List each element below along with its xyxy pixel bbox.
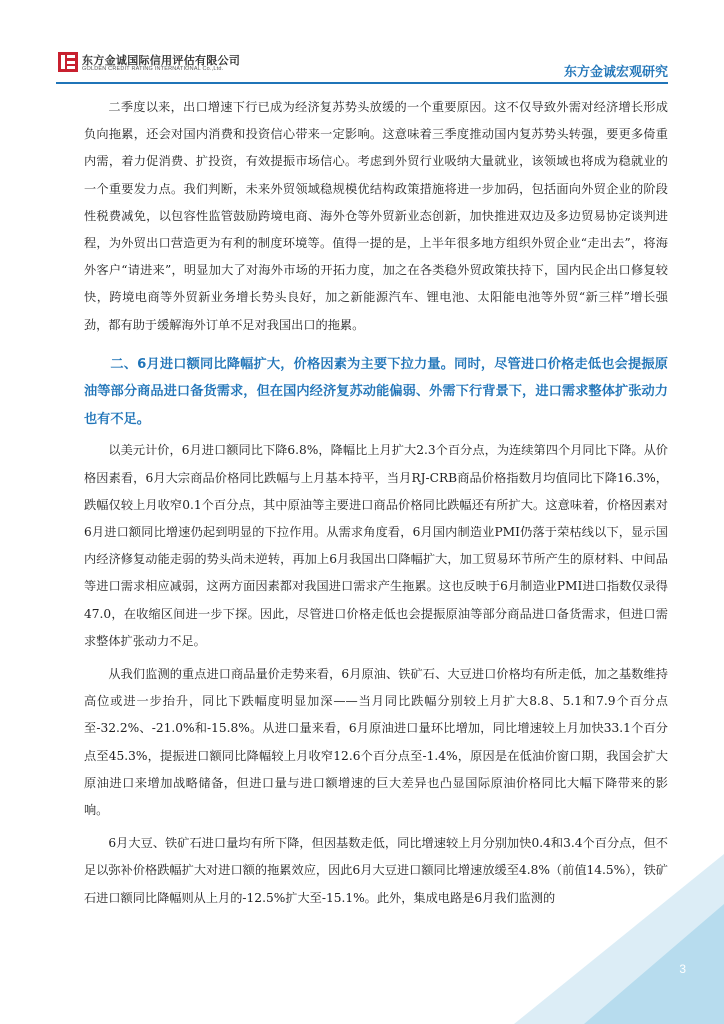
- document-body: [84, 94, 668, 912]
- company-name-en: GOLDEN CREDIT RATING INTERNATIONAL Co.,Ltd.: [82, 66, 224, 72]
- paragraph-4: 6月大豆、铁矿石进口量均有所下降，但因基数走低，同比增速较上月分别加快0.4和3.4个百分点，但不足以弥补价格跌幅扩大对进口额的拖累效应，因此6月大豆进口额同比增速放缓至4.8%（前值14.5%），铁矿石进口额同比降幅则从上月的-12.5%扩大至-15.1%。此外，集成电路是6月我们监测的: [84, 836, 668, 905]
- page-header: [0, 0, 724, 84]
- header-divider: [56, 82, 668, 84]
- paragraph-3: 从我们监测的重点进口商品量价走势来看，6月原油、铁矿石、大豆进口价格均有所走低，加之基数维持高位或进一步抬升，同比下跌幅度明显加深——当月同比跌幅分别较上月扩大8.8、5.1和7.9个百分点至-32.2%、-21.0%和-15.8%。从进口量来看，6月原油进口量环比增加，同比增速较上月加快33.1个百分点至45.3%，提振进口额同比降幅较上月收窄12.6个百分点至-1.4%，原因是在低油价窗口期，我国会扩大原油进口来增加战略储备，但进口量与进口额增速的巨大差异也凸显国际原油价格同比大幅下降带来的影响。: [84, 666, 668, 817]
- paragraph-1: 二季度以来，出口增速下行已成为经济复苏势头放缓的一个重要原因。这不仅导致外需对经济增长形成负向拖累，还会对国内消费和投资信心带来一定影响。这意味着三季度推动国内复苏势头转强，要更多倚重内需，着力促消费、扩投资，有效提振市场信心。考虑到外贸行业吸纳大量就业，该领域也将成为稳就业的一个重要发力点。我们判断，未来外贸领域稳规模优结构政策措施将进一步加码，包括面向外贸企业的阶段性税费减免，以包容性监管鼓励跨境电商、海外仓等外贸新业态创新，加快推进双边及多边贸易协定谈判进程，为外贸出口营造更为有利的制度环境等。值得一提的是，上半年很多地方组织外贸企业“走出去”，将海外客户“请进来”，明显加大了对海外市场的开拓力度，加之在各类稳外贸政策扶持下，国内民企出口修复较快，跨境电商等外贸新业务增长势头良好，加之新能源汽车、锂电池、太阳能电池等外贸“新三样”增长强劲，都有助于缓解海外订单不足对我国出口的拖累。: [84, 100, 668, 332]
- company-logo-icon: [58, 52, 78, 72]
- corner-decoration: [514, 854, 724, 1024]
- page-number: 3: [679, 962, 686, 976]
- paragraph-2: 以美元计价，6月进口额同比下降6.8%，降幅比上月扩大2.3个百分点，为连续第四个月同比下降。从价格因素看，6月大宗商品价格同比跌幅与上月基本持平，当月RJ-CRB商品价格指数月均值同比下降16.3%，跌幅仅较上月收窄0.1个百分点，其中原油等主要进口商品价格同比跌幅还有所扩大。这意味着，价格因素对6月进口额同比增速仍起到明显的下拉作用。从需求角度看，6月国内制造业PMI仍落于荣枯线以下，显示国内经济修复动能走弱的势头尚未逆转，再加上6月我国出口降幅扩大，加工贸易环节所产生的原材料、中间品等进口需求相应减弱，这两方面因素都对我国进口需求产生拖累。这也反映于6月制造业PMI进口指数仅录得47.0，在收缩区间进一步下探。因此，尽管进口价格走低也会提振原油等部分商品进口备货需求，但进口需求整体扩张动力不足。: [84, 443, 668, 648]
- section-title: 东方金诚宏观研究: [563, 65, 668, 80]
- section-heading: 二、6月进口额同比降幅扩大，价格因素为主要下拉力量。同时，尽管进口价格走低也会提振原油等部分商品进口备货需求，但在国内经济复苏动能偏弱、外需下行背景下，进口需求整体扩张动力也有不足。: [84, 356, 668, 427]
- company-name-cn: 东方金诚国际信用评估有限公司: [82, 54, 241, 67]
